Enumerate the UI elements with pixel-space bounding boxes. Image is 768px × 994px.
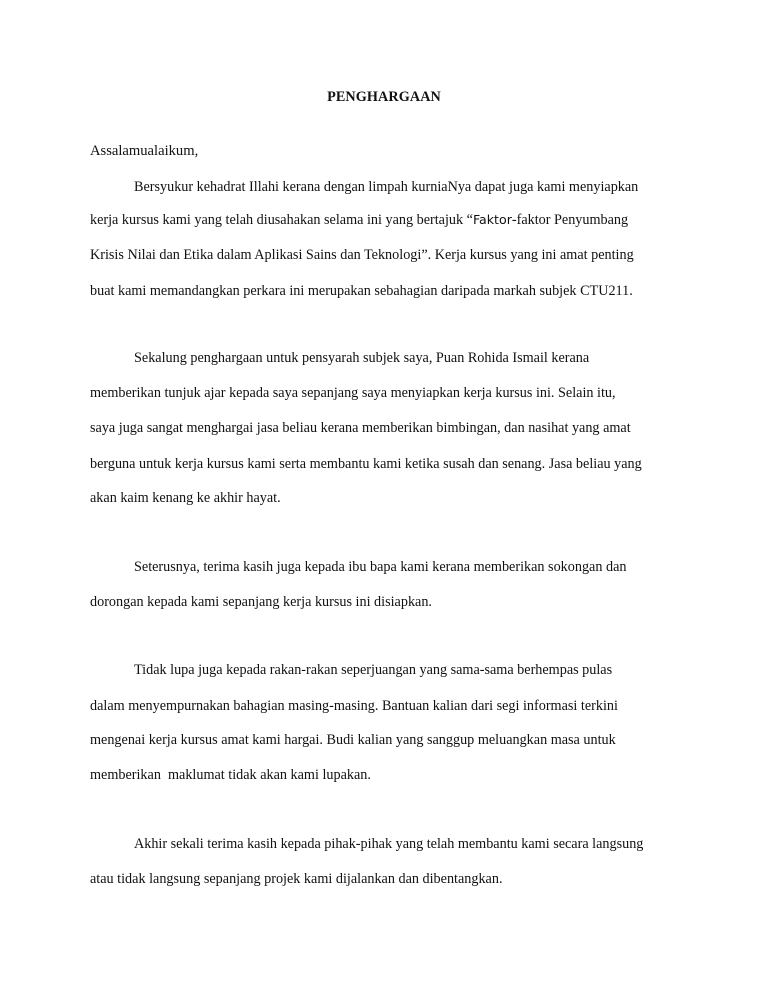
paragraph-2-line-1: Sekalung penghargaan untuk pensyarah subjek saya, Puan Rohida Ismail kerana bbox=[134, 350, 590, 366]
paragraph-2-line-2: memberikan tunjuk ajar kepada saya sepanjang saya menyiapkan kerja kursus ini. Selain itu, bbox=[90, 385, 616, 401]
paragraph-4-line-3: mengenai kerja kursus amat kami hargai. Budi kalian yang sanggup meluangkan masa untuk bbox=[90, 732, 616, 748]
paragraph-2-line-5: akan kaim kenang ke akhir hayat. bbox=[90, 490, 281, 506]
greeting: Assalamualaikum, bbox=[90, 143, 199, 159]
paragraph-1-line-1: Bersyukur kehadrat Illahi kerana dengan limpah kurniaNya dapat juga kami menyiapkan bbox=[134, 179, 639, 195]
paragraph-2-line-4: berguna untuk kerja kursus kami serta membantu kami ketika susah dan senang. Jasa beliau yang bbox=[90, 456, 642, 472]
paragraph-3-line-1: Seterusnya, terima kasih juga kepada ibu bapa kami kerana memberikan sokongan dan bbox=[134, 559, 627, 575]
paragraph-3-line-2: dorongan kepada kami sepanjang kerja kursus ini disiapkan. bbox=[90, 594, 432, 610]
paragraph-5-line-1: Akhir sekali terima kasih kepada pihak-pihak yang telah membantu kami secara langsung bbox=[134, 836, 644, 852]
paragraph-1-line-2-sans-word: Faktor bbox=[472, 212, 512, 227]
paragraph-1-line-2-tail: -faktor Penyumbang bbox=[511, 212, 629, 228]
page-title: PENGHARGAAN bbox=[327, 89, 441, 105]
paragraph-1-line-3: Krisis Nilai dan Etika dalam Aplikasi Sains dan Teknologi”. Kerja kursus yang ini amat penting bbox=[90, 247, 634, 263]
paragraph-5-line-2: atau tidak langsung sepanjang projek kami dijalankan dan dibentangkan. bbox=[90, 871, 503, 887]
paragraph-1-line-4: buat kami memandangkan perkara ini merupakan sebahagian daripada markah subjek CTU211. bbox=[90, 283, 633, 299]
paragraph-1-line-2-text: kerja kursus kami yang telah diusahakan selama ini yang bertajuk “ bbox=[90, 212, 473, 228]
paragraph-1-line-2 bbox=[90, 211, 628, 229]
paragraph-4-line-1: Tidak lupa juga kepada rakan-rakan seperjuangan yang sama-sama berhempas pulas bbox=[134, 662, 613, 678]
paragraph-4-line-2: dalam menyempurnakan bahagian masing-masing. Bantuan kalian dari segi informasi terkini bbox=[90, 698, 618, 714]
paragraph-4-line-4: memberikan maklumat tidak akan kami lupakan. bbox=[90, 767, 371, 783]
paragraph-2-line-3: saya juga sangat menghargai jasa beliau kerana memberikan bimbingan, dan nasihat yang amat bbox=[90, 420, 631, 436]
